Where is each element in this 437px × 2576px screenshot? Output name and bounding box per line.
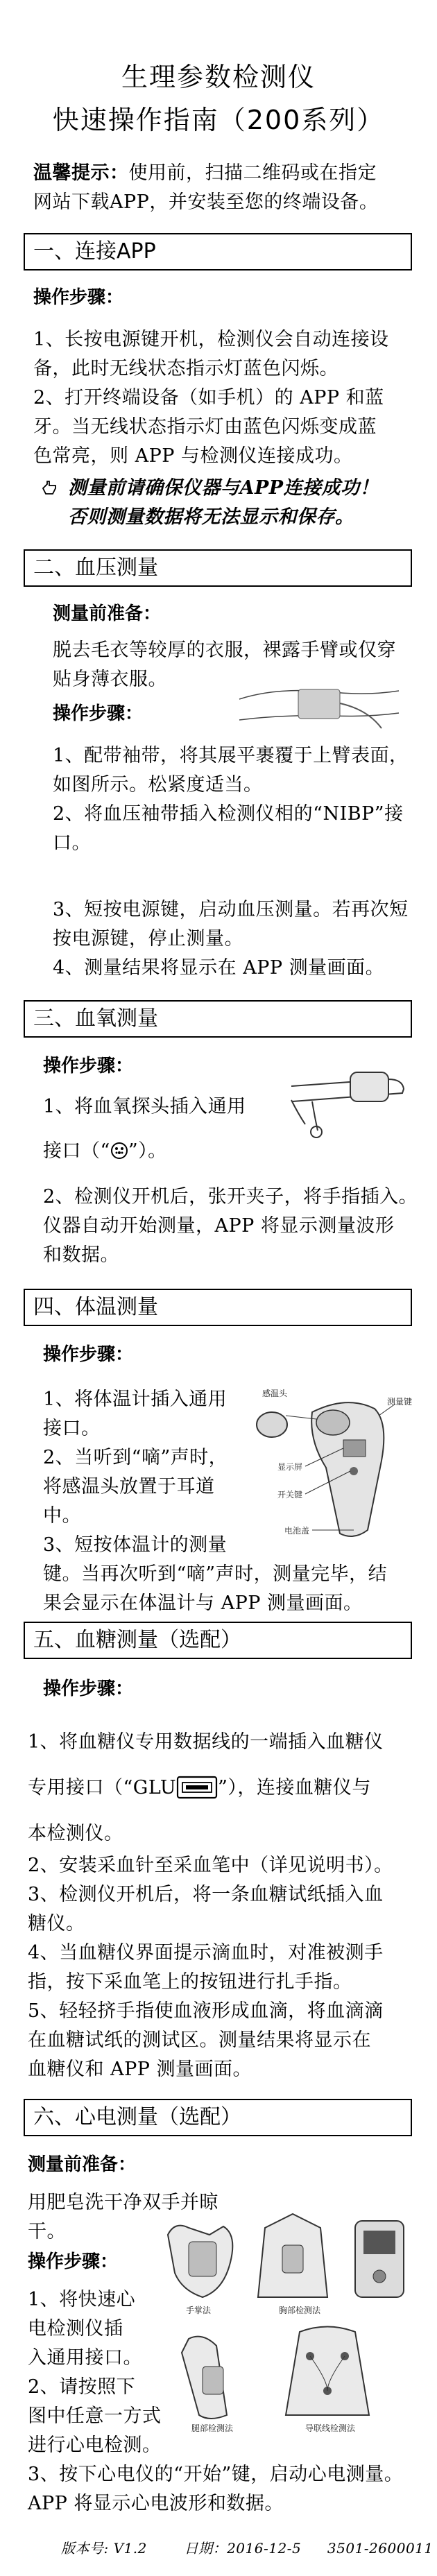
- s5-line-11: 血糖仪和 APP 测量画面。: [28, 2059, 252, 2080]
- s1-line-2: 备，此时无线状态指示灯蓝色闪烁。: [33, 358, 339, 379]
- section-title-blood-glucose: 五、血糖测量（选配）: [24, 1622, 412, 1659]
- fig-label-chest-method: 胸部检测法: [279, 2305, 321, 2315]
- s4-steps-label: 操作步骤：: [43, 1344, 134, 1365]
- s5-line-5: 3、检测仪开机后，将一条血糖试纸插入血: [28, 1884, 384, 1905]
- footer-version: 版本号: V1.2: [61, 2540, 147, 2557]
- warm-tip-label: 温馨提示：: [33, 162, 129, 184]
- s3-line-1: 1、将血氧探头插入通用: [43, 1096, 246, 1117]
- arm-cuff-illustration: [236, 671, 402, 734]
- s2-prep-label: 测量前准备：: [53, 603, 162, 624]
- s5-line-2-pre: 专用接口（“GLU: [28, 1777, 177, 1798]
- s6-steps-label: 操作步骤：: [28, 2251, 119, 2272]
- section-title-temperature: 四、体温测量: [24, 1289, 412, 1326]
- s5-line-6: 糖仪。: [28, 1913, 85, 1934]
- s5-line-2-post: ”），连接血糖仪与: [218, 1777, 371, 1798]
- s4-line-7: 键。当再次听到“嘀”声时，测量完毕，结: [43, 1563, 388, 1585]
- s1-line-1: 1、长按电源键开机，检测仪会自动连接设: [33, 329, 389, 350]
- hand-pointer-icon: [40, 479, 58, 497]
- s5-line-2: [28, 1774, 371, 1802]
- thermometer-illustration: [250, 1384, 416, 1551]
- s3-line-2: [43, 1137, 167, 1165]
- s2-prep-line-1: 脱去毛衣等较厚的衣服，裸露手臂或仅穿: [53, 639, 396, 661]
- footer-code: 3501-2600011: [327, 2540, 434, 2557]
- s6-prep-label: 测量前准备：: [28, 2154, 137, 2175]
- section-title-blood-oxygen: 三、血氧测量: [24, 1000, 412, 1038]
- s3-line-5: 和数据。: [43, 1244, 119, 1266]
- s6-prep-line-2: 干。: [28, 2221, 66, 2242]
- fig-label-measure-key: 测量键: [387, 1397, 413, 1407]
- s5-line-8: 指，按下采血笔上的按钮进行扎手指。: [28, 1971, 352, 1993]
- s4-line-5: 中。: [43, 1505, 81, 1527]
- port-icon: [110, 1142, 128, 1160]
- s3-line-2-pre: 接口（“: [43, 1140, 110, 1162]
- s3-line-3: 2、检测仪开机后，张开夹子，将手指插入。: [43, 1186, 418, 1208]
- s6-line-1: 1、将快速心: [28, 2289, 136, 2310]
- s4-line-4: 将感温头放置于耳道: [43, 1476, 215, 1497]
- s1-note-line-1: 测量前请确保仪器与APP连接成功！: [68, 477, 379, 499]
- s5-steps-label: 操作步骤：: [43, 1678, 134, 1699]
- s6-line-6: 进行心电检测。: [28, 2435, 162, 2456]
- s4-line-1: 1、将体温计插入通用: [43, 1389, 228, 1410]
- s5-line-7: 4、当血糖仪界面提示滴血时，对准被测手: [28, 1942, 384, 1964]
- fig-label-lead-method: 导联线检测法: [305, 2423, 356, 2433]
- s6-line-3: 入通用接口。: [28, 2347, 142, 2369]
- s1-line-3: 2、打开终端设备（如手机）的 APP 和蓝: [33, 387, 384, 409]
- s6-line-4: 2、请按照下: [28, 2376, 136, 2398]
- s6-line-7: 3、按下心电仪的“开始”键，启动心电测量。: [28, 2464, 404, 2485]
- s5-line-4: 2、安装采血针至采血笔中（详见说明书）。: [28, 1855, 393, 1876]
- s5-line-3: 本检测仪。: [28, 1823, 123, 1844]
- fig-label-switch: 开关键: [277, 1490, 303, 1500]
- s4-line-8: 果会显示在体温计与 APP 测量画面。: [43, 1592, 363, 1614]
- fig-label-display: 显示屏: [277, 1462, 303, 1472]
- usb-port-icon: [176, 1776, 218, 1799]
- s1-note-line-2: 否则测量数据将无法显示和保存。: [68, 506, 354, 528]
- s2-prep-line-2: 贴身薄衣服。: [53, 669, 167, 690]
- warm-tip: [33, 160, 377, 187]
- s4-line-6: 3、短按体温计的测量: [43, 1534, 228, 1556]
- s6-line-8: APP 将显示心电波形和数据。: [28, 2493, 284, 2514]
- s1-steps-label: 操作步骤：: [33, 287, 124, 308]
- s3-line-4: 仪器自动开始测量，APP 将显示测量波形: [43, 1215, 395, 1237]
- s2-line-1: 1、配带袖带，将其展平裹覆于上臂表面，: [53, 745, 409, 766]
- s1-line-4: 牙。当无线状态指示灯由蓝色闪烁变成蓝: [33, 416, 377, 438]
- fig-label-hand-method: 手掌法: [186, 2305, 212, 2315]
- s2-line-6: 按电源键，停止测量。: [53, 928, 243, 950]
- s2-line-3: 2、将血压袖带插入检测仪相的“NIBP”接: [53, 803, 404, 825]
- fig-label-battery: 电池盖: [284, 1526, 310, 1536]
- s4-line-2: 接口。: [43, 1418, 101, 1439]
- s5-line-1: 1、将血糖仪专用数据线的一端插入血糖仪: [28, 1731, 384, 1753]
- section-title-blood-pressure: 二、血压测量: [24, 549, 412, 587]
- ecg-methods-illustration: [161, 2207, 422, 2443]
- s3-steps-label: 操作步骤：: [43, 1056, 134, 1076]
- s2-steps-label: 操作步骤：: [53, 703, 144, 724]
- title-line-2: 快速操作指南（200系列）: [52, 105, 385, 135]
- footer: [61, 2537, 434, 2557]
- s6-line-2: 电检测仪插: [28, 2318, 123, 2339]
- warm-tip-line1: 使用前，扫描二维码或在指定: [128, 162, 377, 184]
- s2-line-4: 口。: [53, 832, 91, 854]
- s5-line-10: 在血糖试纸的测试区。测量结果将显示在: [28, 2029, 371, 2051]
- fig-label-leg-method: 腿部检测法: [191, 2423, 234, 2433]
- section-title-connect-app: 一、连接APP: [24, 233, 412, 271]
- section-title-ecg: 六、心电测量（选配）: [24, 2099, 412, 2136]
- warm-tip-line2: 网站下载APP，并安装至您的终端设备。: [33, 191, 379, 213]
- finger-clip-illustration: [284, 1058, 416, 1142]
- fig-label-sensor: 感温头: [262, 1389, 288, 1398]
- s5-line-9: 5、轻轻挤手指使血液形成血滴，将血滴滴: [28, 2000, 384, 2022]
- s2-line-7: 4、测量结果将显示在 APP 测量画面。: [53, 957, 385, 979]
- s3-line-2-post: ”）。: [128, 1140, 167, 1162]
- title-line-1: 生理参数检测仪: [121, 62, 316, 92]
- s4-line-3: 2、当听到“嘀”声时，: [43, 1447, 228, 1468]
- s6-prep-line-1: 用肥皂洗干净双手并晾: [28, 2192, 218, 2213]
- s1-line-5: 色常亮，则 APP 与检测仪连接成功。: [33, 445, 353, 467]
- s6-line-5: 图中任意一方式: [28, 2405, 162, 2427]
- s2-line-2: 如图所示。松紧度适当。: [53, 774, 263, 796]
- footer-date: 日期：2016-12-5: [184, 2540, 302, 2557]
- s2-line-5: 3、短按电源键，启动血压测量。若再次短: [53, 899, 409, 920]
